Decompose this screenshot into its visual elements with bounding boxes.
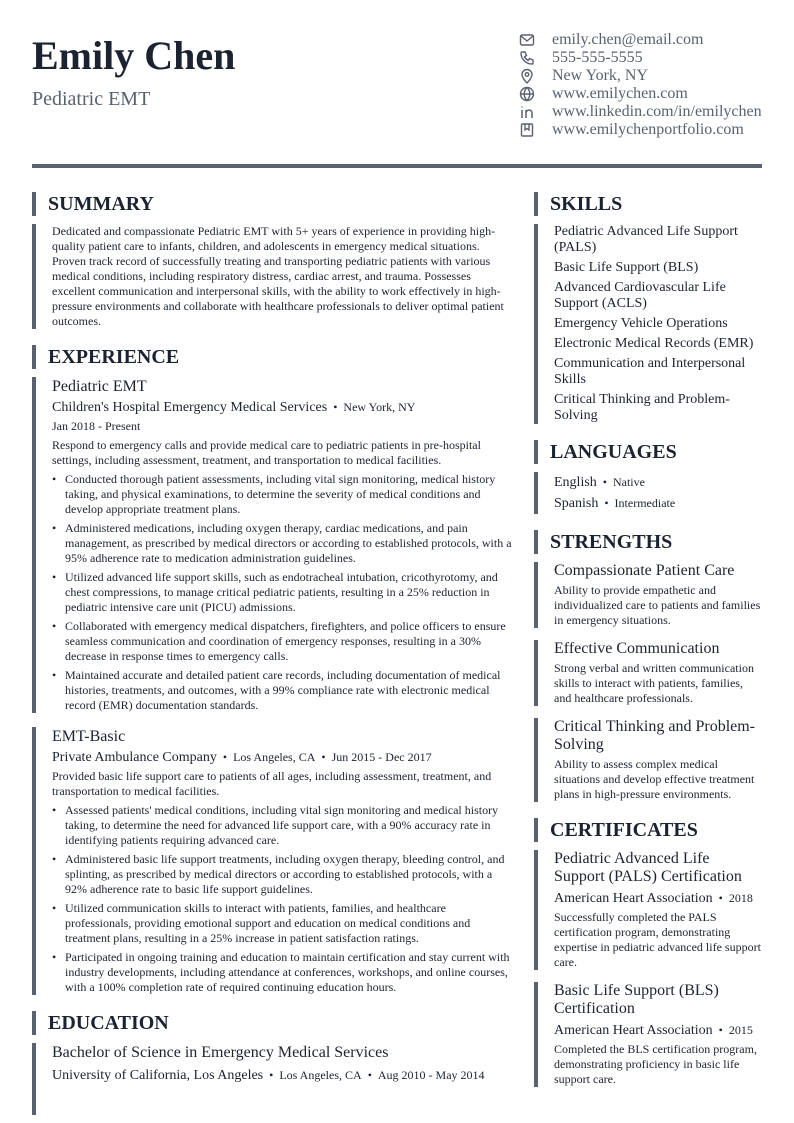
strength-text: Strong verbal and written communication skills to interact with patients, families, and healthcare professionals.	[554, 661, 754, 705]
certificate-issuer-line: American Heart Association • 2015	[554, 1023, 753, 1038]
globe-icon	[519, 86, 535, 102]
job-description: Provided basic life support care to patients of all ages, including assessment, treatment, and transportation to medical facilities.	[52, 769, 492, 798]
languages-list	[534, 472, 762, 514]
education-dates: Aug 2010 - May 2014	[377, 1068, 485, 1082]
language-name: Spanish	[554, 496, 599, 511]
skill-item: Advanced Cardiovascular Life Support (ACLS)	[554, 280, 726, 311]
left-column	[32, 192, 514, 1115]
job-bullet: • Assessed patients' medical conditions, including vital sign monitoring and medical history taking, to determine the need for advanced life support care, with a 90% accuracy rate in identifying patients requiring advanced care.	[52, 803, 514, 848]
education-school: University of California, Los Angeles	[52, 1068, 264, 1083]
strength-text: Ability to assess complex medical situations and develop effective treatment plans in high-pressure environments.	[554, 757, 755, 801]
contact-email[interactable]	[519, 31, 769, 49]
education-school-line: University of California, Los Angeles • Los Angeles, CA • Aug 2010 - May 2014	[52, 1068, 485, 1083]
skill-item: Critical Thinking and Problem-Solving	[554, 392, 730, 423]
job-bullet: • Administered medications, including oxygen therapy, cardiac medications, and pain management, as prescribed by medical directors or according to established protocols, with a 95% adherence rate to medication administration guidelines.	[52, 521, 514, 566]
certificate-text: Completed the BLS certification program, demonstrating proficiency in basic life support care.	[554, 1042, 757, 1086]
certificate-text: Successfully completed the PALS certification program, demonstrating expertise in pediatric advanced life support care.	[554, 910, 761, 969]
strength-item	[534, 640, 762, 706]
linkedin-icon	[519, 104, 535, 120]
contact-location-text: New York, NY	[552, 67, 649, 84]
job-location: New York, NY	[343, 400, 416, 414]
contact-email-text: emily.chen@email.com	[552, 31, 704, 48]
job-title: EMT-Basic	[52, 728, 126, 745]
skill-item: Emergency Vehicle Operations	[554, 316, 728, 331]
skill-item: Electronic Medical Records (EMR)	[554, 336, 754, 351]
strength-title: Compassionate Patient Care	[554, 562, 735, 579]
job-description: Respond to emergency calls and provide medical care to pediatric patients in pre-hospital settings, including assessment, treatment, and transportation to medical facilities.	[52, 438, 481, 467]
job-dates: Jan 2018 - Present	[52, 419, 141, 433]
language-item: Spanish • Intermediate	[554, 496, 676, 511]
contact-linkedin[interactable]	[519, 103, 769, 121]
right-column	[534, 192, 762, 1087]
job-dates: Jun 2015 - Dec 2017	[331, 750, 432, 764]
job-bullet: • Collaborated with emergency medical dispatchers, firefighters, and police officers to ensure seamless communication and coordination of emergency responses, resulting in a 30% decrease in response times to emergency calls.	[52, 619, 514, 664]
certificate-year: 2018	[728, 891, 753, 905]
job-title: Pediatric EMT	[52, 378, 147, 395]
job-bullet: • Utilized communication skills to interact with patients, families, and healthcare professionals, providing emotional support and education on medical conditions and treatment plans, resulting in a 25% increase in patient satisfaction ratings.	[52, 901, 514, 946]
contact-portfolio[interactable]	[519, 121, 769, 139]
bookmark-icon	[519, 122, 535, 138]
contact-phone-text: 555-555-5555	[552, 49, 643, 66]
education-entry	[32, 1043, 514, 1115]
certificate-year: 2015	[728, 1023, 753, 1037]
strength-item	[534, 718, 762, 802]
candidate-role: Pediatric EMT	[32, 88, 151, 110]
language-name: English	[554, 475, 597, 490]
certificate-title: Pediatric Advanced Life Support (PALS) Certification	[554, 850, 742, 885]
contact-website[interactable]	[519, 85, 769, 103]
skill-item: Communication and Interpersonal Skills	[554, 356, 746, 387]
summary-text: Dedicated and compassionate Pediatric EMT with 5+ years of experience in providing high-quality patient care to infants, children, and adolescents in emergency medical situations. Proven track record of successfully treating and transporting pediatric patients with various medical conditions, including respiratory distress, cardiac arrest, and trauma. Possesses excellent communication and interpersonal skills, with the ability to work effectively in high-pressure environments and collaborate with healthcare professionals to deliver optimal patient outcomes.	[32, 224, 514, 329]
job-company: Private Ambulance Company	[52, 750, 217, 765]
job-entry	[32, 377, 514, 713]
certificate-issuer: American Heart Association	[554, 891, 713, 906]
strength-text: Ability to provide empathetic and individualized care to patients and families in emergency situations.	[554, 583, 761, 627]
candidate-name: Emily Chen	[32, 33, 236, 78]
language-level: Intermediate	[614, 496, 676, 510]
education-location: Los Angeles, CA	[279, 1068, 362, 1082]
job-bullet: • Conducted thorough patient assessments, including vital sign monitoring, medical history taking, and physical examinations, to determine the severity of medical conditions and develop appropriate treatment plans.	[52, 472, 514, 517]
skills-heading: SKILLS	[534, 192, 762, 216]
summary-heading: SUMMARY	[32, 192, 514, 216]
job-bullet: • Maintained accurate and detailed patient care records, including documentation of medical histories, treatments, and outcomes, with a 99% compliance rate with electronic medical record (EMR) documentation standards.	[52, 668, 514, 713]
resume-header	[32, 0, 762, 168]
language-item: English • Native	[554, 475, 645, 490]
education-heading: EDUCATION	[32, 1011, 514, 1035]
experience-heading: EXPERIENCE	[32, 345, 514, 369]
job-location: Los Angeles, CA	[233, 750, 316, 764]
header-divider	[32, 164, 762, 168]
job-bullets	[52, 803, 514, 995]
strengths-heading: STRENGTHS	[534, 530, 762, 554]
contact-list	[519, 31, 769, 139]
job-company: Children's Hospital Emergency Medical Services	[52, 400, 328, 415]
certificate-title: Basic Life Support (BLS) Certification	[554, 982, 719, 1017]
job-org-line: Children's Hospital Emergency Medical Services • New York, NY	[52, 400, 416, 415]
job-bullet: • Utilized advanced life support skills, such as endotracheal intubation, cricothyrotomy, and chest compressions, to manage critical pediatric patients, resulting in a 25% reduction in pediatric intensive care unit (PICU) admissions.	[52, 570, 514, 615]
languages-heading: LANGUAGES	[534, 440, 762, 464]
education-degree: Bachelor of Science in Emergency Medical Services	[52, 1044, 389, 1061]
strength-title: Critical Thinking and Problem-Solving	[554, 718, 756, 753]
job-entry	[32, 727, 514, 995]
strength-title: Effective Communication	[554, 640, 720, 657]
skill-item: Pediatric Advanced Life Support (PALS)	[554, 224, 738, 255]
skills-list	[534, 224, 762, 424]
mail-icon	[519, 32, 535, 48]
strength-item	[534, 562, 762, 628]
phone-icon	[519, 50, 535, 66]
certificates-heading: CERTIFICATES	[534, 818, 762, 842]
job-bullet: • Participated in ongoing training and education to maintain certification and stay current with industry developments, including attendance at conferences, workshops, and online courses, with a 100% completion rate of required continuing education hours.	[52, 950, 514, 995]
contact-phone[interactable]	[519, 49, 769, 67]
certificate-item	[534, 982, 762, 1087]
skill-item: Basic Life Support (BLS)	[554, 260, 699, 275]
contact-location	[519, 67, 769, 85]
certificate-item	[534, 850, 762, 970]
contact-website-text: www.emilychen.com	[552, 85, 688, 102]
job-bullet: • Administered basic life support treatments, including oxygen therapy, bleeding control, and splinting, as prescribed by medical directors or according to established protocols, with a 92% adherence rate to basic life support guidelines.	[52, 852, 514, 897]
contact-portfolio-text: www.emilychenportfolio.com	[552, 121, 744, 138]
language-level: Native	[612, 475, 645, 489]
job-org-line: Private Ambulance Company • Los Angeles, CA • Jun 2015 - Dec 2017	[52, 750, 432, 765]
certificate-issuer: American Heart Association	[554, 1023, 713, 1038]
contact-linkedin-text: www.linkedin.com/in/emilychen	[552, 103, 762, 120]
certificate-issuer-line: American Heart Association • 2018	[554, 891, 753, 906]
location-pin-icon	[519, 68, 535, 84]
job-bullets	[52, 472, 514, 713]
